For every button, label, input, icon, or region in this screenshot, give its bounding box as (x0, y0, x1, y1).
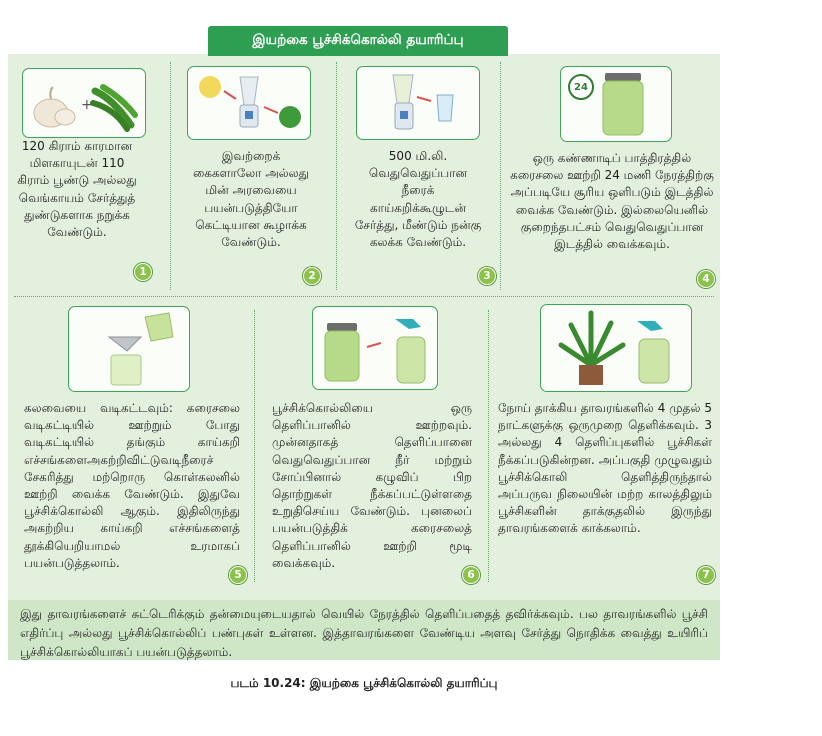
jar-24hours-image (560, 66, 672, 142)
step-text: கலவையை வடிகட்டவும்: கரைசலை வடிகட்டியில் ஊற்றும் போது வடிகட்டியில் தங்கும் காய்கறி எச்சங்களைஅகற்றிவிட்டுவடிநீரைச் சேகரித்து மற்றொரு கொள்கலனில் ஊற்றி வைக்க வேண்டும். இதுவே பூச்சிக்கொல்லி ஆகும். இதிலிருந்து அகற்றிய காய்கறி எச்சங்களைத் தூக்கியெறியாமல் உரமாகப் பயன்படுத்தலாம். (24, 401, 240, 570)
divider (254, 310, 255, 582)
step-text: நோய் தாக்கிய தாவரங்களில் 4 முதல் 5 நாட்களுக்கு ஒருமுறை தெளிக்கவும். 3 அல்லது 4 தெளிப்புகளில் பூச்சிகள் நீக்கப்படுகின்றன. அப்பகுதி முழுவதும் பூச்சிக்கொலி தெளித்திருந்தால் அப்பருவ நிலையின் மற்ற காலத்திலும் பூச்சிகளின் தாக்குதலில் இருந்து தாவரங்களைக் காக்கலாம். (498, 401, 712, 536)
divider (488, 310, 489, 582)
divider (170, 62, 171, 290)
step-text: ஒரு கண்ணாடிப் பாத்திரத்தில் கரைசலை ஊற்றி 24 மணி நேரத்திற்கு அப்படியே சூரிய ஒளிபடும் இடத்தில் வைக்க வேண்டும். இல்லையெனில் குறைந்தபட்சம் வெதுவெதுப்பான இடத்தில் வைக்கவும். (510, 151, 714, 252)
jar-spray-bottle-image (312, 306, 438, 390)
svg-text:+: + (81, 97, 93, 113)
step-number-badge: 3 (478, 267, 496, 285)
step-text: பூச்சிக்கொல்லியை ஒரு தெளிப்பானில் ஊற்றவும். முன்னதாகத் தெளிப்பானை வெதுவெதுப்பான நீர் மற்றும் சோப்பினால் கழுவிப் பிற தொற்றுகள் நீக்கப்பட்டுள்ளதை உறுதிசெய்ய வேண்டும். புனலைப் பயன்படுத்திக் கரைசலைத் தெளிப்பானில் ஊற்றி மூடி வைக்கவும். (272, 401, 472, 570)
step-number-badge: 7 (697, 566, 715, 584)
garlic-chilli-image (22, 68, 146, 138)
step-number-badge: 4 (697, 270, 715, 288)
safety-note: இது தாவரங்களைச் சுட்டெரிக்கும் தன்மையுடையதால் வெயில் நேரத்தில் தெளிப்பதைத் தவிர்க்கவும். பல தாவரங்களில் பூச்சி எதிர்ப்பு அல்லது பூச்சிக்கொல்லிப் பண்புகள் உள்ளன. இத்தாவரங்களை வேண்டிய அளவு சேர்த்து நொதிக்க வைத்து உயிரிப் பூச்சிக்கொல்லியாகப் பயன்படுத்தலாம். (8, 600, 720, 660)
hours-badge-number: 24 (574, 82, 588, 93)
blender-water-image (356, 66, 480, 140)
divider (336, 62, 337, 290)
divider (500, 62, 501, 290)
plant-spray-image (540, 304, 692, 392)
figure-caption: படம் 10.24: இயற்கை பூச்சிக்கொல்லி தயாரிப்பு (230, 676, 498, 690)
step-number-badge: 6 (462, 566, 480, 584)
strainer-image (68, 306, 190, 392)
step-number-badge: 1 (134, 263, 152, 281)
step-text: 500 மி.லி. வெதுவெதுப்பான நீரைக் காய்கறிக்கூழுடன் சேர்த்து, மீண்டும் நன்கு கலக்க வேண்டும். (354, 149, 482, 250)
blender-image (187, 66, 311, 140)
step-number-badge: 5 (229, 566, 247, 584)
step-text: இவற்றைக் கைகளாலோ அல்லது மின் அரவையை பயன்படுத்தியோ கெட்டியான கூழாக்க வேண்டும். (192, 149, 310, 250)
step-number-badge: 2 (303, 267, 321, 285)
divider (14, 296, 714, 297)
step-text: 120 கிராம் காரமான மிளகாயுடன் 110 கிராம் பூண்டு அல்லது வெங்காயம் சேர்த்துத் துண்டுகளாக நறுக்க வேண்டும். (17, 139, 137, 240)
figure-title: இயற்கை பூச்சிக்கொல்லி தயாரிப்பு (208, 26, 508, 56)
